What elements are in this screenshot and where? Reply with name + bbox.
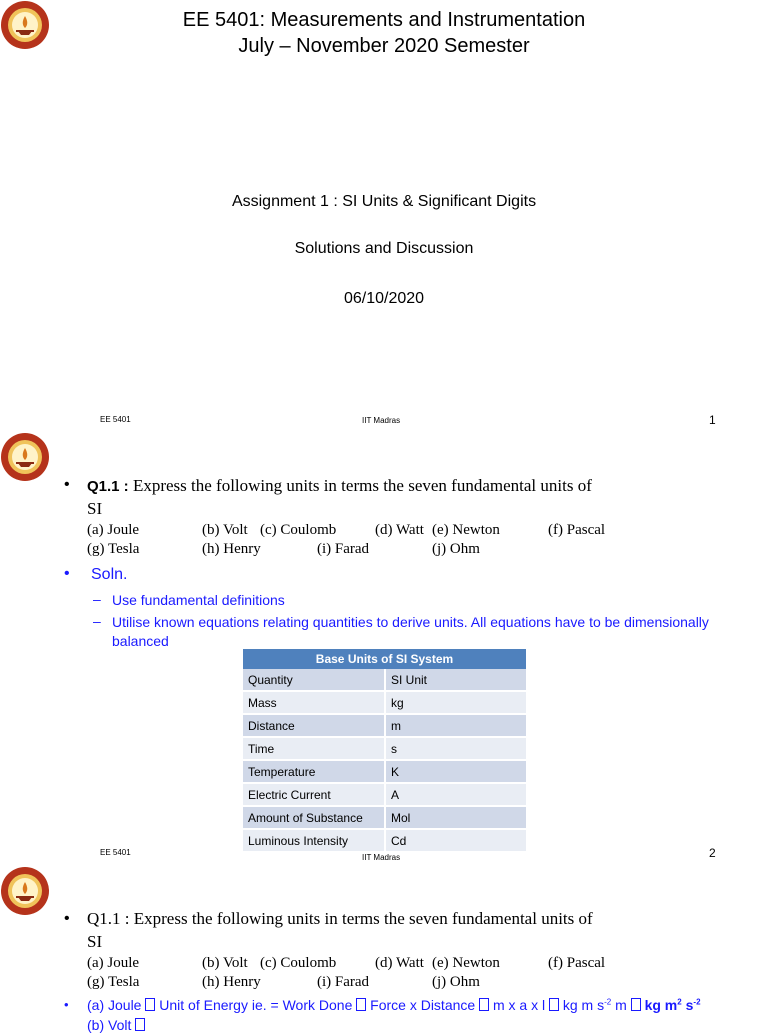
solution-label: Soln. [91, 566, 128, 583]
option-d: (d) Watt [375, 522, 424, 538]
column-header-quantity: Quantity [243, 669, 385, 691]
exponent: 2 [677, 997, 682, 1007]
option-b: (b) Volt [202, 522, 248, 538]
exponent: -2 [604, 997, 612, 1007]
answer-b-text: (b) Volt [87, 1017, 136, 1033]
si-units-table [243, 649, 526, 853]
option-i: (i) Farad [317, 974, 370, 990]
table-cell: A [385, 783, 526, 806]
option-c: (c) Coulomb [260, 955, 337, 971]
iit-madras-logo-icon [0, 432, 50, 482]
exponent: -2 [693, 997, 701, 1007]
option-f: (f) Pascal [548, 522, 606, 538]
dash-icon: – [93, 613, 101, 629]
table-row [243, 760, 526, 783]
table-cell: Luminous Intensity [243, 829, 385, 852]
answer-a-text: kg m s [558, 997, 605, 1013]
question-text-cont: SI [87, 932, 103, 951]
table-row [243, 691, 526, 714]
option-a: (a) Joule [87, 522, 140, 538]
option-h: (h) Henry [202, 541, 261, 557]
slide-3 [0, 864, 768, 1033]
table-cell: m [385, 714, 526, 737]
bullet-icon: • [64, 997, 69, 1012]
answer-a-text: Force x Distance [366, 997, 480, 1013]
option-i: (i) Farad [317, 541, 370, 557]
question-label: Q1.1 : [87, 909, 130, 928]
table-cell: Distance [243, 714, 385, 737]
table-cell: K [385, 760, 526, 783]
option-g: (g) Tesla [87, 974, 140, 990]
arrow-box-icon [479, 998, 489, 1011]
table-cell: Amount of Substance [243, 806, 385, 829]
answer-a-result: s [681, 997, 694, 1013]
option-e: (e) Newton [432, 955, 500, 971]
option-f: (f) Pascal [548, 955, 606, 971]
table-header-row [243, 669, 526, 691]
option-j: (j) Ohm [432, 541, 480, 557]
dash-icon: – [93, 591, 101, 607]
option-g: (g) Tesla [87, 541, 140, 557]
option-j: (j) Ohm [432, 974, 480, 990]
semester-title: July – November 2020 Semester [238, 35, 530, 57]
slide-date: 06/10/2020 [343, 290, 425, 307]
iit-madras-logo-icon [0, 866, 50, 916]
table-row [243, 829, 526, 852]
course-title: EE 5401: Measurements and Instrumentation [182, 9, 586, 31]
assignment-title: Assignment 1 : SI Units & Significant Digits [231, 193, 537, 210]
question-line [87, 476, 592, 496]
table-cell: Mol [385, 806, 526, 829]
answer-a-result: kg m [644, 997, 678, 1013]
answer-b [87, 1017, 145, 1033]
question-text: Express the following units in terms the seven fundamental units of [129, 909, 593, 928]
table-cell: Cd [385, 829, 526, 852]
table-cell: Mass [243, 691, 385, 714]
arrow-box-icon [135, 1018, 145, 1031]
table-cell: Time [243, 737, 385, 760]
table-caption: Base Units of SI System [243, 649, 526, 669]
table-cell: Electric Current [243, 783, 385, 806]
page-number: 2 [709, 846, 716, 860]
option-d: (d) Watt [375, 955, 424, 971]
table-cell: Temperature [243, 760, 385, 783]
table-row [243, 714, 526, 737]
sub-bullet-1: Use fundamental definitions [112, 592, 285, 608]
arrow-box-icon [549, 998, 559, 1011]
question-line [87, 909, 593, 929]
question-text-cont: SI [87, 499, 103, 518]
arrow-box-icon [356, 998, 366, 1011]
answer-a-text: m [611, 997, 631, 1013]
option-c: (c) Coulomb [260, 522, 337, 538]
footer-institute: IIT Madras [362, 853, 401, 862]
footer-institute: IIT Madras [362, 416, 401, 425]
arrow-box-icon [145, 998, 155, 1011]
footer-course: EE 5401 [100, 415, 131, 424]
answer-a [87, 997, 701, 1013]
bullet-icon: • [64, 910, 70, 927]
table-row [243, 806, 526, 829]
option-b: (b) Volt [202, 955, 248, 971]
table-cell: s [385, 737, 526, 760]
answer-a-text: m x a x l [489, 997, 549, 1013]
option-e: (e) Newton [432, 522, 500, 538]
sub-bullet-2: Utilise known equations relating quantities to derive units. All equations have to be dimensionally balanced [112, 614, 709, 649]
table-row [243, 737, 526, 760]
page-number: 1 [709, 413, 716, 427]
answer-a-text: Unit of Energy ie. = Work Done [155, 997, 357, 1013]
bullet-icon: • [64, 565, 70, 582]
footer-course: EE 5401 [100, 848, 131, 857]
slide-2 [0, 432, 768, 864]
bullet-icon: • [64, 476, 70, 493]
slide-subtitle: Solutions and Discussion [294, 240, 474, 257]
option-h: (h) Henry [202, 974, 261, 990]
question-label: Q1.1 : [87, 478, 129, 495]
arrow-box-icon [631, 998, 641, 1011]
answer-a-text: (a) Joule [87, 997, 146, 1013]
question-text: Express the following units in terms the seven fundamental units of [128, 476, 592, 495]
column-header-unit: SI Unit [385, 669, 526, 691]
table-cell: kg [385, 691, 526, 714]
table-row [243, 783, 526, 806]
slide-1 [0, 0, 768, 432]
option-a: (a) Joule [87, 955, 140, 971]
